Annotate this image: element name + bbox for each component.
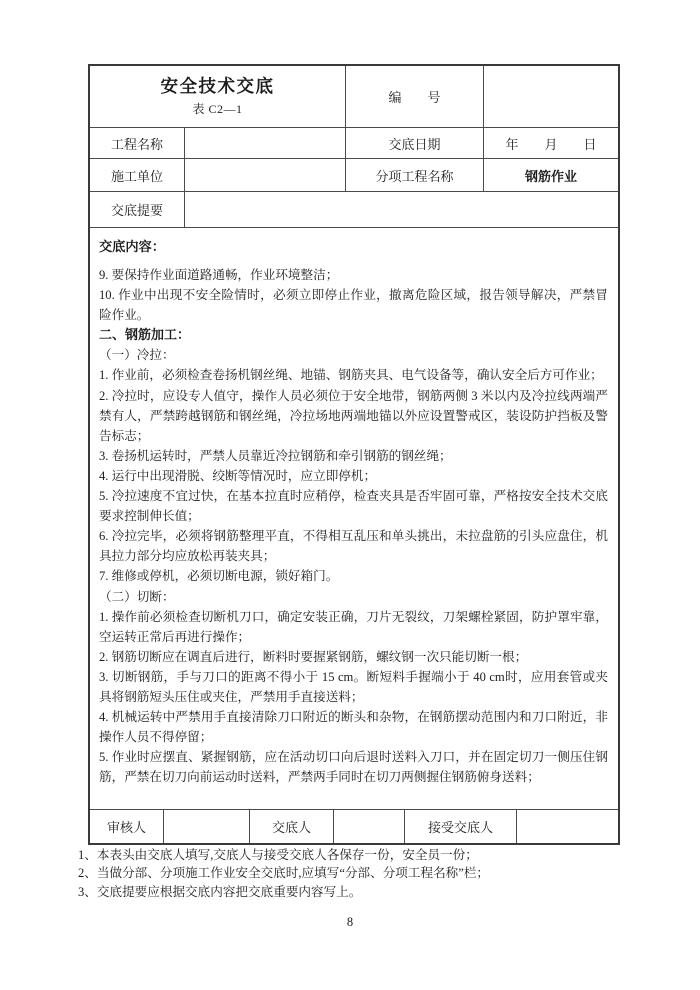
footnote-2: 2、当做分部、分项施工作业安全交底时,应填写“分部、分项工程名称”栏； bbox=[78, 866, 490, 881]
receiver-signature-field[interactable] bbox=[517, 810, 618, 843]
content-paragraph: 1. 操作前必须检查切断机刀口，确定安装正确，刀片无裂纹，刀架螺栓紧固，防护罩牢靠，空运转正常后再进行操作； bbox=[99, 609, 608, 644]
project-name-label: 工程名称 bbox=[90, 128, 185, 158]
construction-unit-row bbox=[90, 159, 618, 192]
footnote-3: 3、交底提要应根据交底内容把交底重要内容写上。 bbox=[78, 884, 362, 899]
disclosure-content bbox=[90, 228, 618, 809]
content-paragraph: 9. 要保持作业面道路通畅，作业环境整洁； bbox=[99, 268, 339, 282]
content-paragraph: 3. 切断钢筋，手与刀口的距离不得小于 15 cm。断短料手握端小于 40 cm时，应用套管或夹具将钢筋短头压住或夹住，严禁用手直接送料； bbox=[99, 669, 608, 704]
summary-field[interactable] bbox=[185, 192, 618, 227]
footnote-1: 1、本表头由交底人填写,交底人与接受交底人各保存一份，安全员一份； bbox=[78, 848, 478, 862]
content-paragraph: 10. 作业中出现不安全险情时，必须立即停止作业，撤离危险区域，报告领导解决，严禁冒险作业。 bbox=[99, 288, 608, 323]
content-paragraph: 6. 冷拉完毕，必须将钢筋整理平直，不得相互乱压和单头挑出，未拉盘筋的引头应盘住，机具拉力部分均应放松再装夹具； bbox=[99, 529, 608, 564]
sub-project-label: 分项工程名称 bbox=[346, 159, 484, 191]
content-paragraph: 3. 卷扬机运转时，严禁人员靠近冷拉钢筋和牵引钢筋的钢丝绳； bbox=[99, 448, 452, 463]
form-title-cell bbox=[90, 66, 346, 127]
content-row bbox=[90, 228, 618, 810]
content-paragraph: 2. 钢筋切断应在调直后进行，断料时要握紧钢筋，螺纹钢一次只能切断一根； bbox=[99, 649, 528, 664]
receiver-label: 接受交底人 bbox=[405, 810, 517, 843]
content-paragraph: 5. 冷拉速度不宜过快，在基本拉直时应稍停，检查夹具是否牢固可靠，严格按安全技术交底要求控制伸长值； bbox=[99, 489, 608, 524]
content-paragraph: 4. 机械运转中严禁用手直接清除刀口附近的断头和杂物，在钢筋摆动范围内和刀口附近，非操作人员不得停留； bbox=[99, 710, 608, 745]
safety-disclosure-form bbox=[88, 64, 620, 845]
sub-project-value: 钢筋作业 bbox=[524, 168, 577, 184]
construction-unit-label: 施工单位 bbox=[90, 159, 185, 191]
serial-number-field[interactable] bbox=[484, 66, 618, 127]
content-subsection-heading: （二）切断： bbox=[99, 589, 175, 604]
content-paragraph: 1. 作业前，必须检查卷扬机钢丝绳、地锚、钢筋夹具、电气设备等，确认安全后方可作业； bbox=[99, 368, 603, 383]
summary-row bbox=[90, 192, 618, 228]
project-name-field[interactable] bbox=[185, 128, 346, 158]
disclosure-date-field[interactable]: 年 月 日 bbox=[505, 136, 597, 152]
content-section-heading: 二、钢筋加工： bbox=[99, 327, 191, 343]
summary-label: 交底提要 bbox=[90, 192, 185, 227]
footnotes bbox=[78, 846, 568, 901]
signature-row bbox=[90, 810, 618, 843]
content-paragraph: 2. 冷拉时，应设专人值守，操作人员必须位于安全地带，钢筋两侧 3 米以内及冷拉线两端严禁有人，严禁跨越钢筋和钢丝绳，冷拉场地两端地锚以外应设置警戒区，装设防护挡板及警告标志； bbox=[99, 388, 608, 443]
project-row bbox=[90, 128, 618, 159]
content-paragraph: 7. 维修或停机，必须切断电源，锁好箱门。 bbox=[99, 569, 339, 584]
form-title: 安全技术交底 bbox=[160, 76, 275, 96]
content-paragraph: 4. 运行中出现滑脱、绞断等情况时，应立即停机； bbox=[99, 468, 377, 483]
construction-unit-field[interactable] bbox=[185, 159, 346, 191]
form-code: 表 C2—1 bbox=[192, 102, 243, 116]
reviewer-signature-field[interactable] bbox=[164, 810, 250, 843]
disclosure-date-label: 交底日期 bbox=[346, 128, 484, 158]
content-subsection-heading: （一）冷拉： bbox=[99, 348, 175, 363]
serial-number-label: 编 号 bbox=[346, 66, 484, 127]
discloser-label: 交底人 bbox=[250, 810, 334, 843]
content-paragraph: 5. 作业时应摆直、紧握钢筋，应在活动切口向后退时送料入刀口，并在固定切刀一侧压住钢筋，严禁在切刀向前运动时送料，严禁两手同时在切刀两侧握住钢筋俯身送料； bbox=[99, 750, 608, 785]
discloser-signature-field[interactable] bbox=[334, 810, 405, 843]
content-heading: 交底内容： bbox=[99, 239, 165, 254]
header-title-row bbox=[90, 66, 618, 128]
reviewer-label: 审核人 bbox=[90, 810, 164, 843]
page-number: 8 bbox=[346, 915, 354, 929]
